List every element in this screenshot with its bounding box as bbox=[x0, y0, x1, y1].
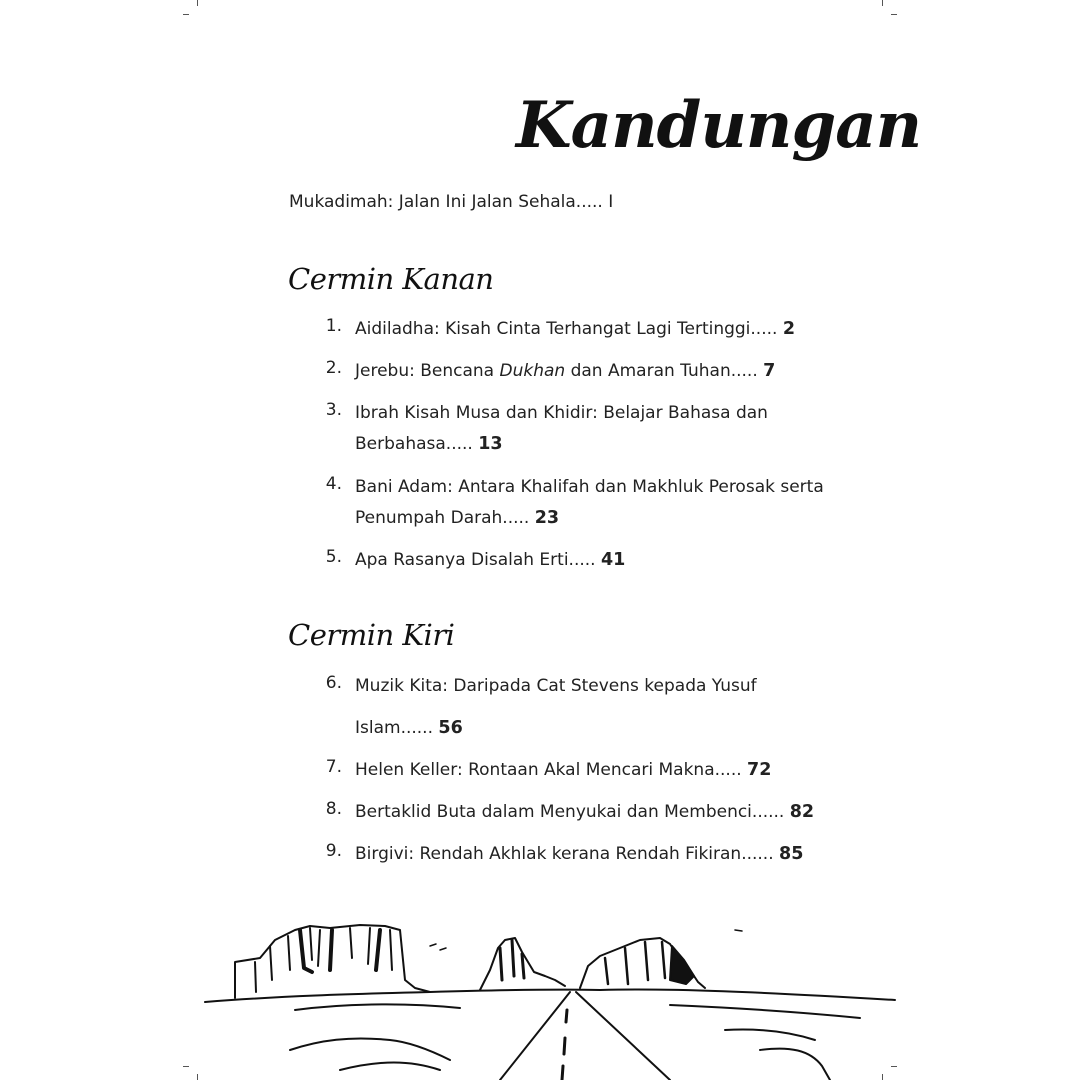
toc-entry-number: 5. bbox=[325, 547, 342, 567]
toc-entry-page-number: 41 bbox=[600, 550, 626, 570]
toc-entry-title-line: Birgivi: Rendah Akhlak kerana Rendah Fikiran...... bbox=[355, 844, 774, 864]
toc-entry-title-line: Aidiladha: Kisah Cinta Terhangat Lagi Tertinggi..... bbox=[355, 319, 778, 339]
toc-entry-page-number: 23 bbox=[534, 508, 560, 528]
page-title: Kandungan bbox=[516, 88, 922, 163]
section-heading-cermin-kiri: Cermin Kiri bbox=[288, 618, 455, 652]
crop-mark bbox=[891, 14, 897, 15]
toc-intro-text: Mukadimah: Jalan Ini Jalan Sehala..... bbox=[289, 192, 603, 212]
toc-entry-title-line: Penumpah Darah..... bbox=[355, 508, 530, 528]
toc-intro-page: I bbox=[608, 192, 614, 212]
toc-entry-title bbox=[355, 673, 825, 757]
toc-entry-title bbox=[355, 474, 825, 536]
toc-entry-title-line: Ibrah Kisah Musa dan Khidir: Belajar Bahasa dan bbox=[355, 403, 768, 423]
toc-entry-page-number: 2 bbox=[782, 319, 796, 339]
toc-entry-page-number: 7 bbox=[763, 361, 776, 381]
toc-entry-page-number: 82 bbox=[789, 802, 815, 822]
crop-mark bbox=[183, 1066, 189, 1067]
toc-entry-number: 9. bbox=[325, 841, 342, 861]
toc-entry-page-number: 72 bbox=[747, 760, 772, 780]
toc-entry-title bbox=[355, 757, 825, 788]
toc-entry-number: 7. bbox=[325, 757, 342, 777]
toc-entry-page-number: 13 bbox=[478, 434, 503, 454]
toc-entry-number: 6. bbox=[325, 673, 342, 693]
toc-entry-title bbox=[355, 358, 825, 389]
toc-entry-number: 4. bbox=[325, 474, 342, 494]
toc-entry-title-line: Berbahasa..... bbox=[355, 434, 473, 454]
toc-intro-entry bbox=[289, 192, 613, 212]
toc-entry-title bbox=[355, 841, 825, 872]
crop-mark bbox=[183, 14, 189, 15]
toc-entry-number: 8. bbox=[325, 799, 342, 819]
crop-mark bbox=[882, 0, 883, 6]
toc-entry-title-line: Bertaklid Buta dalam Menyukai dan Membenci...... bbox=[355, 802, 785, 822]
toc-entry-number: 1. bbox=[325, 316, 342, 336]
toc-entry-title-line: Helen Keller: Rontaan Akal Mencari Makna..... bbox=[355, 760, 742, 780]
crop-mark bbox=[197, 0, 198, 6]
toc-entry-title bbox=[355, 799, 825, 830]
crop-mark bbox=[197, 1074, 198, 1080]
toc-entry-title-line: Jerebu: Bencana Dukhan dan Amaran Tuhan..... bbox=[355, 361, 758, 381]
toc-entry-title-line: Bani Adam: Antara Khalifah dan Makhluk Perosak serta bbox=[355, 477, 824, 497]
toc-entry-number: 2. bbox=[325, 358, 342, 378]
toc-entry-title bbox=[355, 547, 825, 578]
toc-entry-page-number: 56 bbox=[438, 718, 463, 738]
toc-entry-title-line: Apa Rasanya Disalah Erti..... bbox=[355, 550, 596, 570]
toc-entry-title bbox=[355, 400, 825, 462]
toc-entry-title-line: Muzik Kita: Daripada Cat Stevens kepada Yusuf bbox=[355, 676, 757, 696]
toc-entry-page-number: 85 bbox=[779, 844, 804, 864]
toc-entry-number: 3. bbox=[325, 400, 342, 420]
toc-entry-title-line: Islam...... bbox=[355, 718, 433, 738]
toc-entry-title bbox=[355, 316, 825, 347]
desert-road-illustration-icon bbox=[200, 900, 900, 1080]
section-heading-cermin-kanan: Cermin Kanan bbox=[288, 262, 494, 296]
